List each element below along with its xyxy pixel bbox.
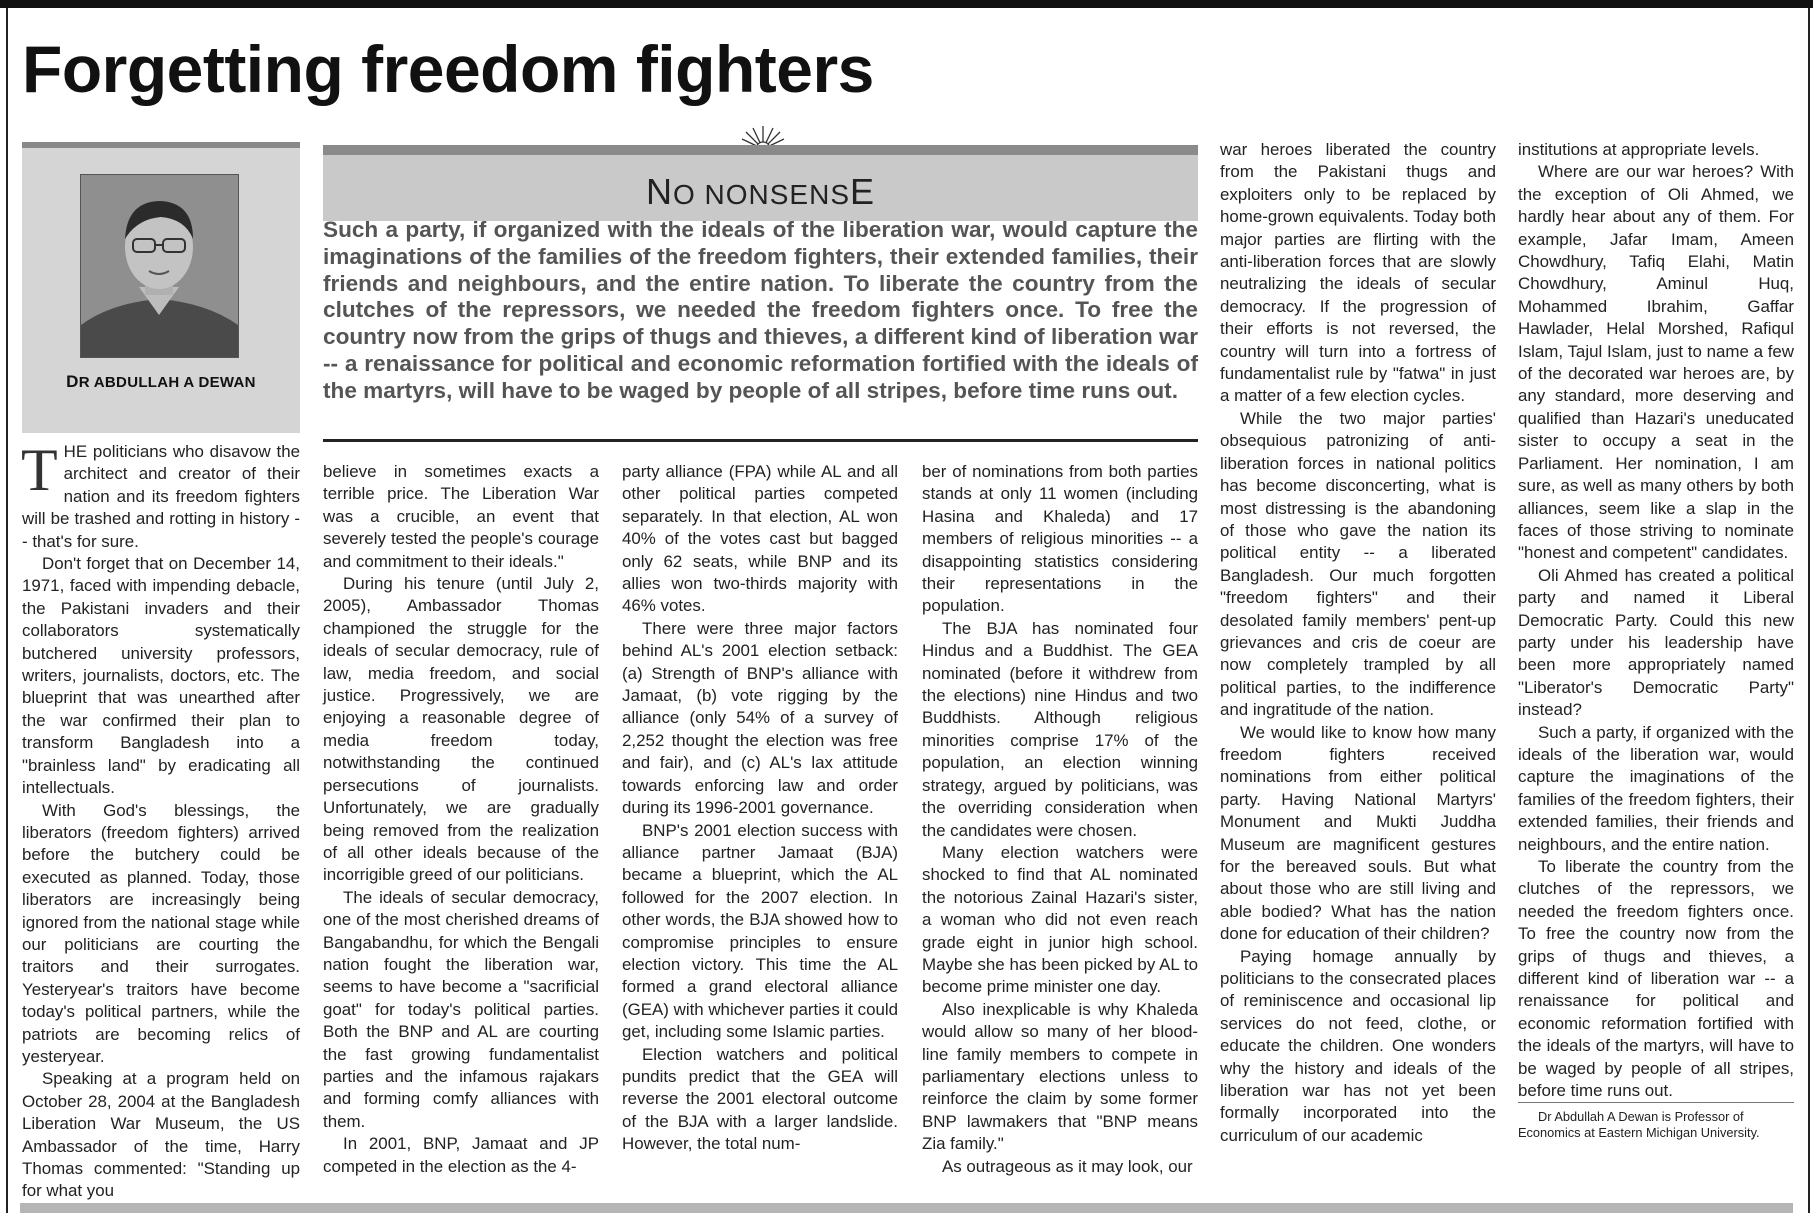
paragraph: In 2001, BNP, Jamaat and JP competed in the election as the 4- — [323, 1134, 599, 1176]
paragraph: There were three major factors behind AL's 2001 election setback: (a) Strength of BNP's alliance with Jamaat, (b) vote rigging by the alliance (only 54% of a survey of 2,252 thought the election was free and fair), and (c) AL's lax attitude towards enforcing law and order during its 1996-2001 governance. — [622, 618, 898, 818]
pull-quote-rule — [323, 439, 1198, 442]
column-title-e: E — [850, 171, 876, 212]
top-border — [0, 0, 1813, 8]
paragraph: war heroes liberated the country from the Pakistani thugs and exploiters only to be replaced by home-grown equivalents. Today both major parties are flirting with the anti-liberation forces that are slowly neutralizing the ideals of secular democracy. If the progression of their efforts is not reversed, the country will turn into a fortress of fundamentalist rule by "fatwa" in just a matter of a few election cycles. — [1220, 140, 1496, 406]
pull-quote: Such a party, if organized with the ideals of the liberation war, would capture the imaginations of the families of the freedom fighters, their extended families, their friends and neighbours, and the entire nation. To liberate the country from the clutches of the repressors, we needed the freedom fighters once. To free the country now from the grips of thugs and thieves, a different kind of liberation war -- a renaissance for political and economic reformation fortified with the ideals of the martyrs, will have to be waged by people of all stripes, before time runs out. — [323, 217, 1198, 403]
left-border — [6, 8, 8, 1213]
paragraph: We would like to know how many freedom fighters received nominations from either political party. Having National Martyrs' Monument and Mukti Juddha Museum are magnificent gestures for the bereaved souls. But what about those who are still living and able bodied? What has the nation done for education of their children? — [1220, 722, 1496, 944]
paragraph: Where are our war heroes? With the exception of Oli Ahmed, we hardly hear about any of them. For example, Jafar Imam, Ameen Chowdhury, Tafiq Elahi, Matin Chowdhury, Aminul Huq, Mohammed Ibrahim, Gaffar Hawlader, Helal Morshed, Rafiqul Islam, Tajul Islam, just to name a few of the decorated war heroes are, by any standard, more deserving and qualified than Hazari's uneducated sister to occupy a seat in the Parliament. Her nomination, I am sure, as well as many others by both alliances, seem like a slap in the faces of those striving to nominate "honest and competent" candidates. — [1518, 162, 1794, 563]
paragraph: With God's blessings, the liberators (freedom fighters) arrived before the butchery could be executed as planned. Today, those liberators are increasingly being ignored from the national stage while our politicians are courting the traitors and their surrogates. Yesteryear's traitors have become today's political partners, while the patriots are becoming relics of yesteryear. — [22, 800, 300, 1066]
paragraph: During his tenure (until July 2, 2005), Ambassador Thomas championed the struggle for the ideals of secular democracy, rule of law, media freedom, and social justice. Progressively, we are enjoying a reasonable degree of media freedom today, notwithstanding the continued persecutions of journalists. Unfortunately, we are gradually being removed from the realization of all other ideals because of the incorrigible greed of our politicians. — [323, 574, 599, 885]
article-column-4 — [922, 461, 1198, 1178]
column-title-n: N — [645, 171, 673, 212]
paragraph: To liberate the country from the clutches of the repressors, we needed the freedom fighters once. To free the country now from the grips of thugs and thieves, a different kind of liberation war -- a renaissance for political and economic reformation fortified with the ideals of the martyrs, will have to be waged by people of all stripes, before time runs out. — [1518, 857, 1794, 1101]
article-column-6 — [1518, 139, 1794, 1141]
article-column-3 — [622, 461, 898, 1156]
author-bio: Dr Abdullah A Dewan is Professor of Economics at Eastern Michigan University. — [1518, 1102, 1794, 1141]
paragraph: Paying homage annually by politicians to the consecrated places of reminiscence and occasional lip services do not feed, clothe, or educate the children. One wonders why the history and ideals of the liberation war has not yet been formally incorporated into the curriculum of our academic — [1220, 946, 1496, 1145]
paragraph: Don't forget that on December 14, 1971, faced with impending debacle, the Pakistani invaders and their collaborators systematically butchered university professors, writers, journalists, doctors, etc. The blueprint that was unearthed after the war confirmed their plan to transform Bangladesh into a "brainless land" by eradicating all intellectuals. — [22, 554, 300, 798]
bottom-border — [20, 1203, 1793, 1213]
article-column-1 — [21, 437, 300, 1203]
paragraph: Election watchers and political pundits predict that the GEA will reverse the 2001 electoral outcome of the BJA with a larger landslide. However, the total num- — [622, 1044, 898, 1154]
column-title — [323, 171, 1198, 213]
author-initial: D — [66, 372, 79, 391]
paragraph: BNP's 2001 election success with alliance partner Jamaat (BJA) became a blueprint, which the AL followed for the 2007 election. In other words, the BJA showed how to compromise principles to ensure election victory. This time the AL formed a grand electoral alliance (GEA) with whichever parties it could get, including some Islamic parties. — [622, 820, 898, 1042]
paragraph: Such a party, if organized with the ideals of the liberation war, would capture the imaginations of the families of the freedom fighters, their extended families, their friends and neighbours, and the entire nation. — [1518, 722, 1794, 854]
column-banner — [323, 145, 1198, 221]
paragraph: Speaking at a program held on October 28, 2004 at the Bangladesh Liberation War Museum, the US Ambassador of the time, Harry Thomas commented: "Standing up for what you — [22, 1069, 300, 1201]
column-title-mid: O NONSENS — [672, 179, 850, 210]
paragraph: ber of nominations from both parties stands at only 11 women (including Hasina and Khaleda) and 17 members of religious minorities -- a disappointing statistics considering their representations in the population. — [922, 462, 1198, 616]
paragraph: The ideals of secular democracy, one of the most cherished dreams of Bangabandhu, for which the Bengali nation fought the liberation war, seems to have become a "sacrificial goat" for today's political parties. Both the BNP and AL are courting the fast growing fundamentalist parties and the infamous rajakars and forming comfy alliances with them. — [323, 887, 599, 1131]
article-column-2 — [323, 461, 599, 1178]
paragraph: Oli Ahmed has created a political party and named it Liberal Democratic Party. Could this new party under his leadership have been more appropriately named "Liberator's Democratic Party" instead? — [1518, 565, 1794, 720]
author-photo — [80, 174, 239, 358]
paragraph: party alliance (FPA) while AL and all other political parties competed separately. In that election, AL won 40% of the votes cast but bagged only 62 seats, while BNP and its allies won two-thirds majority with 46% votes. — [622, 462, 898, 616]
article-column-5 — [1220, 139, 1496, 1147]
author-byline — [22, 372, 300, 392]
right-border — [1808, 8, 1810, 1213]
paragraph: The BJA has nominated four Hindus and a Buddhist. The GEA nominated (before it withdrew from the elections) nine Hindus and two Buddhists. Although religious minorities comprise 17% of the population, an election winning strategy, argued by politicians, was the overriding consideration when the candidates were chosen. — [922, 618, 1198, 840]
paragraph: As outrageous as it may look, our — [942, 1156, 1193, 1176]
drop-cap: T — [21, 437, 58, 503]
author-box — [22, 142, 300, 433]
author-name: R ABDULLAH A DEWAN — [78, 374, 256, 391]
headline: Forgetting freedom fighters — [22, 32, 874, 106]
paragraph: While the two major parties' obsequious patronizing of anti-liberation forces in national politics has become disconcerting, what is most distressing is the abandoning of those who gave the nation its political entity -- a liberated Bangladesh. Our much forgotten "freedom fighters" and their desolated family members' pent-up grievances and cris de coeur are now completely trampled by all political parties, to the indifference and ingratitude of the nation. — [1220, 408, 1496, 720]
paragraph: institutions at appropriate levels. — [1518, 140, 1760, 159]
paragraph: Many election watchers were shocked to find that AL nominated the notorious Zainal Hazari's sister, a woman who did not even reach grade eight in junior high school. Maybe she has been picked by AL to become prime minister one day. — [922, 842, 1198, 997]
paragraph: THE politicians who disavow the architect and creator of their nation and its freedom fighters will be trashed and rotting in history -- that's for sure. — [21, 437, 300, 551]
paragraph: believe in sometimes exacts a terrible price. The Liberation War was a crucible, an event that severely tested the people's courage and commitment to their ideals." — [323, 462, 599, 571]
paragraph: Also inexplicable is why Khaleda would allow so many of her blood-line family members to compete in parliamentary elections unless to reinforce the claim by some former BNP lawmakers that "BNP means Zia family." — [922, 999, 1198, 1154]
